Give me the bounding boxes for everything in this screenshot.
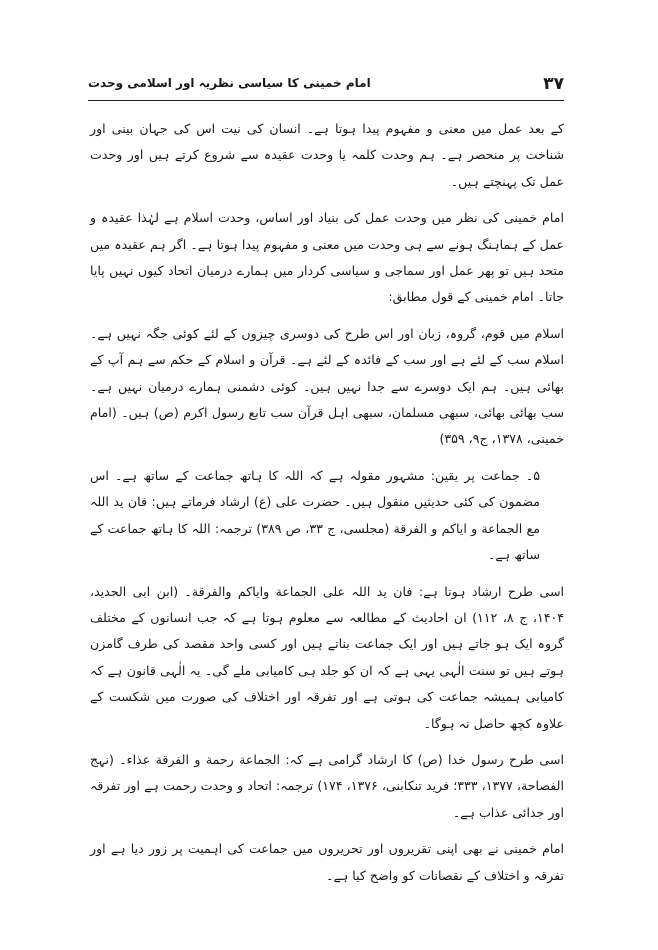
- paragraph: اسلام میں قوم، گروہ، زبان اور اس طرح کی دوسری چیزوں کے لئے کوئی جگہ نہیں ہے۔ اسلام سب کے لئے ہے اور سب کے فائدہ کے لئے ہے۔ قرآن و اسلام کے حکم سے ہم آپ کے بھائی ہیں۔ ہم ایک دوسرے سے جدا نہیں ہیں۔ کوئی دشمنی ہمارے درمیان نہیں ہے۔ سب بھائی بھائی، سبھی مسلمان، سبھی اہل قرآن سب تابع رسول اکرم (ص) ہیں۔ (امام خمینی، ۱۳۷۸، ج۹، ۳۵۹): [90, 325, 564, 447]
- running-title: امام خمینی کا سیاسی نظریہ اور اسلامی وحدت: [88, 76, 371, 90]
- paragraph: اسی طرح رسول خدا (ص) کا ارشاد گرامی ہے کہ: الجماعة رحمة و الفرقة عذاء۔ (نہج الفصاحة، ۱۳۷۷، ۳۳۳؛ فرید تنکابنی، ۱۳۷۶، ۱۷۴) ترجمہ: اتحاد و وحدت رحمت ہے اور تفرقہ اور جدائی عذاب ہے۔: [90, 751, 564, 820]
- paragraph: امام خمینی کی نظر میں وحدت عمل کی بنیاد اور اساس، وحدت اسلام ہے لہٰذا عقیدہ و عمل کے ہماہنگ ہونے سے ہی وحدت میں معنی و مفہوم پیدا ہوتا ہے۔ اگر ہم عقیدہ میں متحد ہیں تو پھر عمل اور سماجی و سیاسی کردار میں ہمارے درمیان اتحاد کیوں نہیں پایا جاتا۔ امام خمینی کے قول مطابق:: [90, 210, 564, 305]
- page-number: ۳۷: [543, 74, 564, 94]
- paragraph: اسی طرح ارشاد ہوتا ہے: فان ید اللہ علی الجماعة وایاکم والفرقة۔ (ابن ابی الحدید، ۱۴۰۴، ج ۸، ۱۱۲) ان احادیث کے مطالعہ سے معلوم ہوتا ہے کہ جب انسانوں کے مختلف گروہ ایک ہو جاتے ہیں اور ایک جماعت بناتے ہیں اور کسی واحد مقصد کی طرف گامزن ہوتے ہیں تو سنت الٰہی یہی ہے کہ ان کو جلد ہی کامیابی ملے گی۔ یہ الٰہی قانون ہے کہ کامیابی ہمیشہ جماعت کی ہوتی ہے اور تفرقہ اور اختلاف کی صورت میں شکست کے علاوہ کچھ حاصل نہ ہوگا۔: [90, 583, 564, 731]
- body-text: [90, 116, 564, 899]
- paragraph: امام خمینی نے بھی اپنی تقریروں اور تحریروں میں جماعت کی اہمیت پر زور دیا ہے اور تفرقہ و اختلاف کے نقصانات کو واضح کیا ہے۔: [90, 841, 564, 883]
- paragraph-numbered: ۵۔ جماعت پر یقین: مشہور مقولہ ہے کہ اللہ کا ہاتھ جماعت کے ساتھ ہے۔ اس مضمون کی کئی حدیثیں منقول ہیں۔ حضرت علی (ع) ارشاد فرماتے ہیں: فان ید اللہ مع الجماعة و ایاکم و الفرقة (مجلسی، ج ۳۳، ص ۳۸۹) ترجمہ: اللہ کا ہاتھ جماعت کے ساتھ ہے۔: [90, 467, 540, 563]
- header-rule: [88, 100, 564, 101]
- page-header: [88, 72, 564, 96]
- paragraph: کے بعد عمل میں معنی و مفہوم پیدا ہوتا ہے۔ انسان کی نیت اس کی جہان بینی اور شناخت پر منحصر ہے۔ ہم وحدت کلمہ یا وحدت عقیدہ سے شروع کرتے ہیں اور وحدت عمل تک پہنچتے ہیں۔: [90, 121, 564, 189]
